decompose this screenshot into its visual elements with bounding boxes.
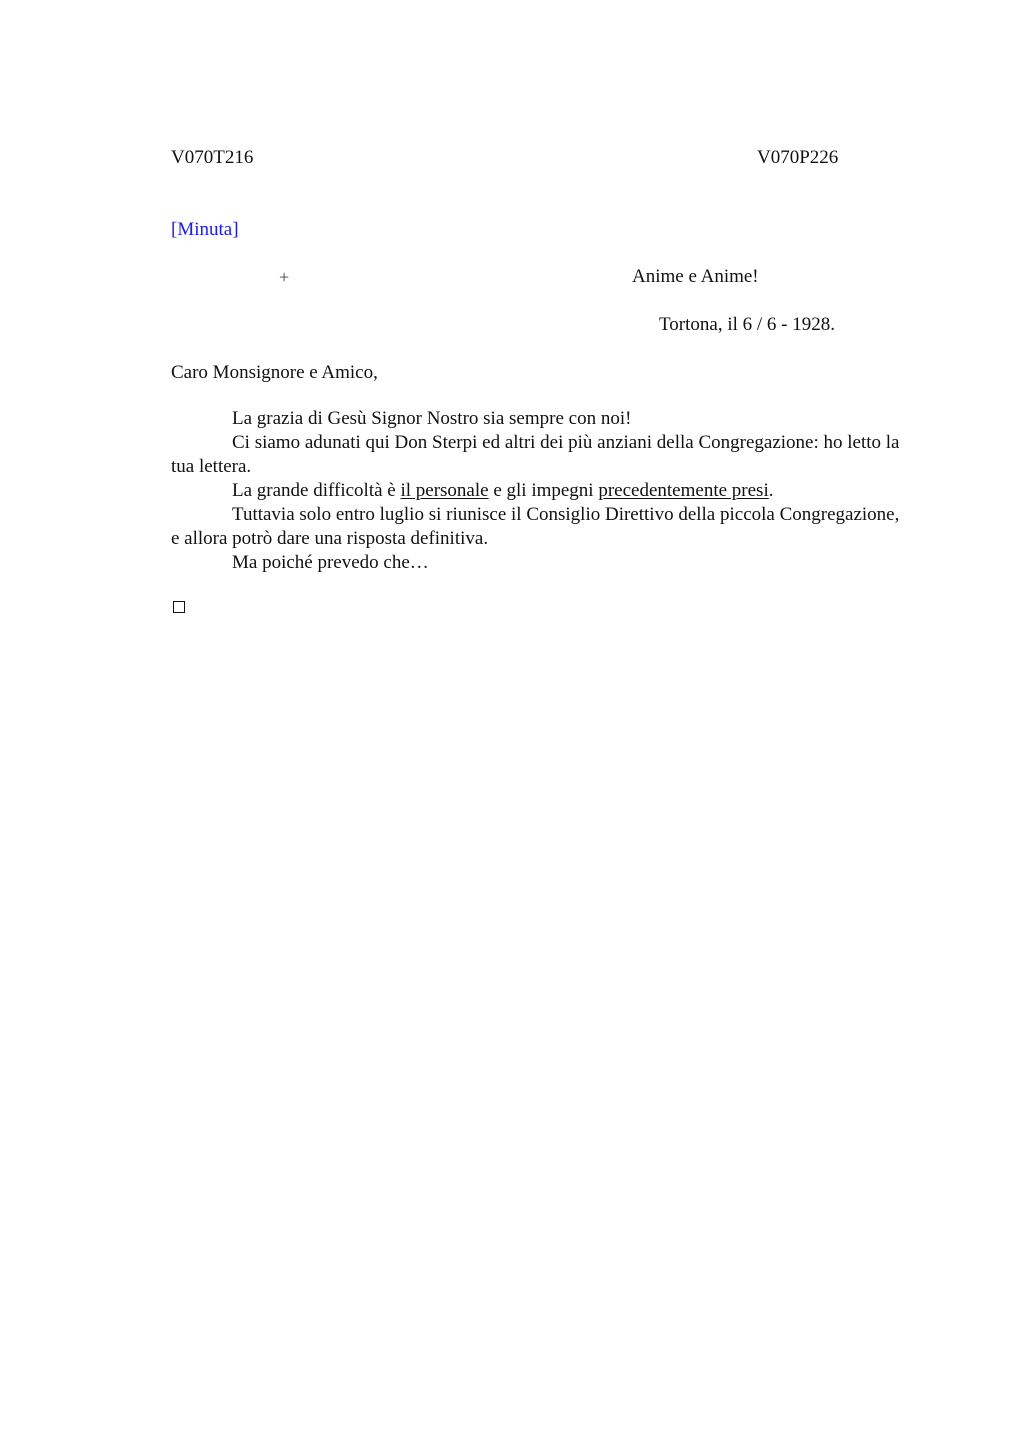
- document-code-right: V070P226: [757, 147, 839, 168]
- motto: Anime e Anime!: [632, 266, 759, 287]
- square-icon: [173, 601, 185, 613]
- text-segment: e gli impegni: [488, 480, 599, 501]
- cross-symbol: +: [279, 267, 290, 287]
- paragraph: Tuttavia solo entro luglio si riunisce il Consiglio Direttivo della piccola Congregazione, e allora potrò dare una risposta definitiva.: [171, 504, 900, 549]
- paragraph: Ci siamo adunati qui Don Sterpi ed altri dei più anziani della Congregazione: ho letto la tua lettera.: [171, 432, 900, 477]
- paragraph: [171, 479, 901, 503]
- salutation: Caro Monsignore e Amico,: [171, 362, 378, 383]
- underlined-text: il personale: [400, 480, 489, 501]
- text-segment: .: [768, 480, 774, 501]
- text-segment: La grande difficoltà è: [232, 480, 401, 501]
- paragraph: Ma poiché prevedo che…: [232, 552, 429, 573]
- letter-body: [171, 407, 901, 575]
- paragraph: La grazia di Gesù Signor Nostro sia sempre con noi!: [232, 408, 632, 429]
- underlined-text: precedentemente presi: [598, 480, 769, 501]
- editorial-note: [Minuta]: [171, 219, 239, 240]
- dateline: Tortona, il 6 / 6 - 1928.: [659, 314, 835, 335]
- document-code-left: V070T216: [171, 147, 254, 168]
